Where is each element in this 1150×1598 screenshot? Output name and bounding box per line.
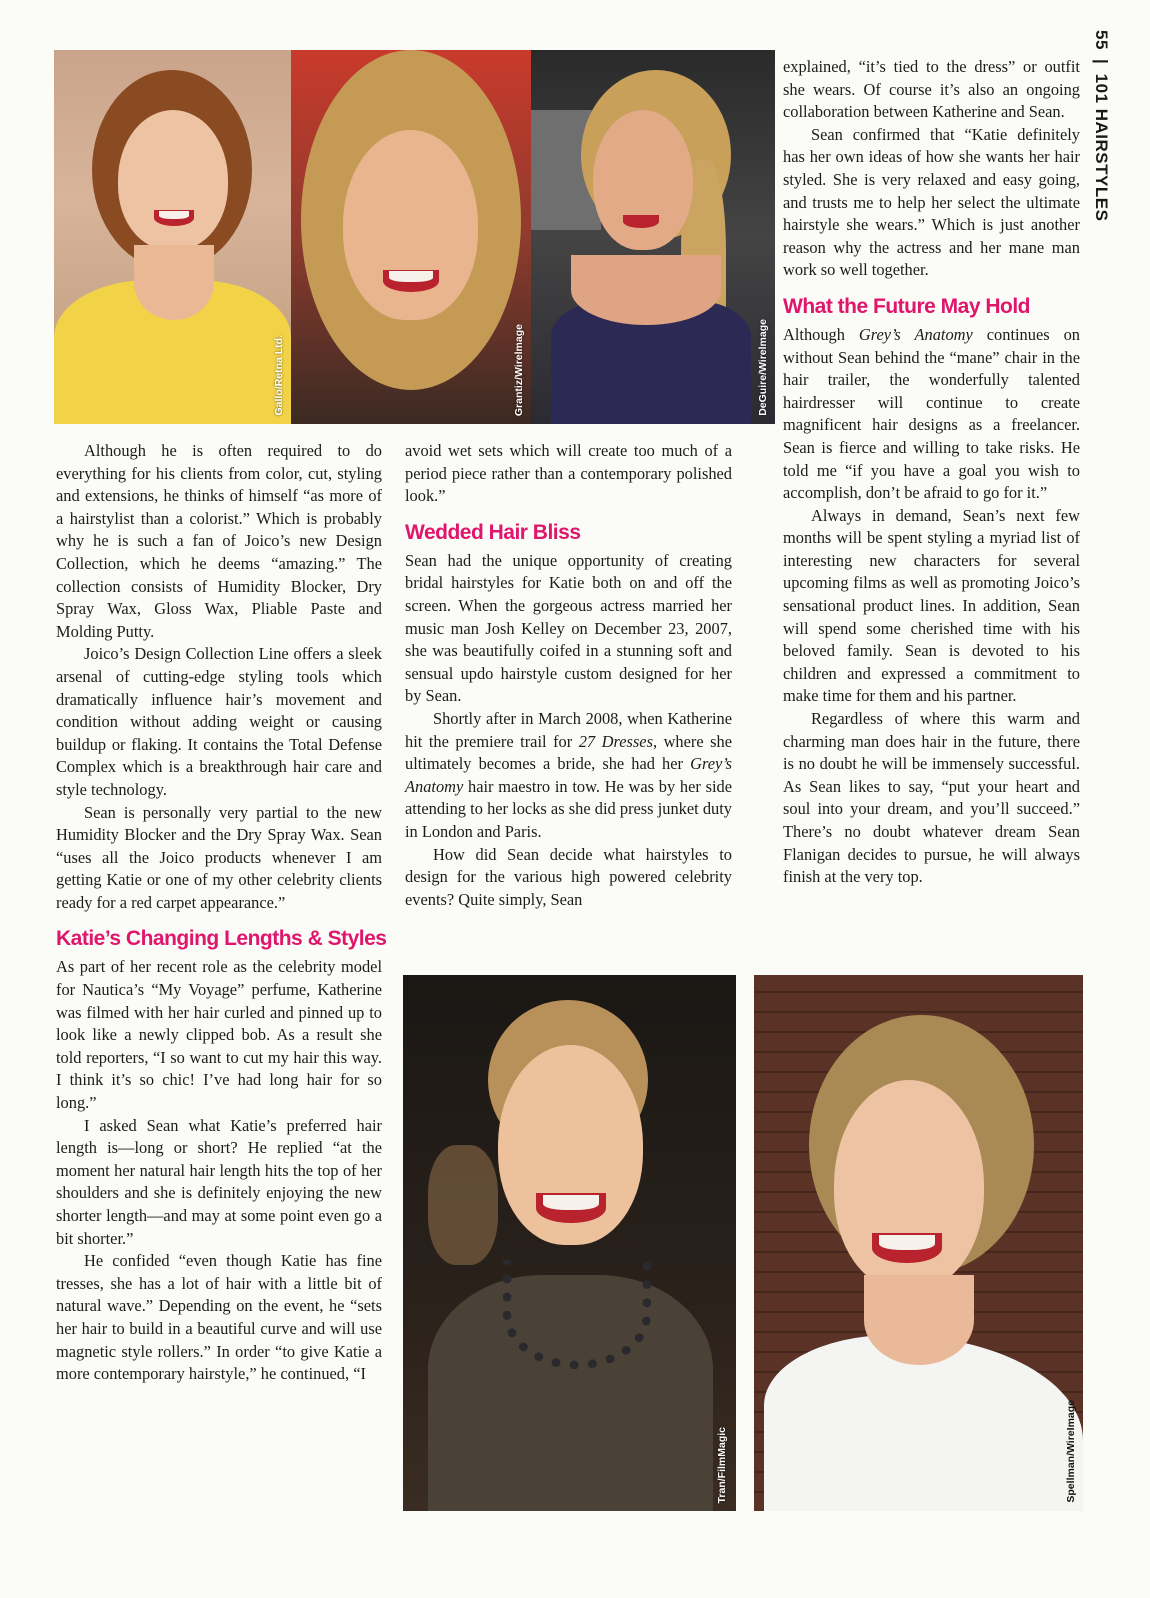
- body-paragraph: How did Sean decide what hairstyles to design for the various high powered celebrity events? Quite simply, Sean: [405, 844, 732, 909]
- body-paragraph: Sean is personally very partial to the new Humidity Blocker and the Dry Spray Wax. Sean “uses all the Joico products whenever I am getting Katie or one of my other celebrity clients ready for a red carpet appearance.”: [56, 802, 382, 912]
- body-paragraph: Sean confirmed that “Katie definitely has her own ideas of how she wants her hair styled. She is very relaxed and easy going, and trusts me to help her select the ultimate hairstyle she wears.” Which is just another reason why the actress and her mane man work so well together.: [783, 124, 1080, 280]
- section-heading: Wedded Hair Bliss: [405, 520, 581, 544]
- photo-neck: [864, 1275, 974, 1365]
- body-paragraph: avoid wet sets which will create too much of a period piece rather than a contemporary polished look.”: [405, 441, 732, 506]
- photo-face: [593, 110, 693, 250]
- body-paragraph: Always in demand, Sean’s next few months will be spent styling a myriad list of interesting new characters for several upcoming films as well as promoting Joico’s sensational product lines. In addition, Sean will spend some cherished time with his beloved family. Sean is devoted to his children and expressed a commitment to make time for them and his partner.: [783, 505, 1080, 706]
- body-paragraph: Regardless of where this warm and charming man does hair in the future, there is no doubt he will be immensely successful. As Sean likes to say, “put your heart and soul into your dream, and you’ll succeed.” There’s no doubt whatever dream Sean Flanigan decides to pursue, he will always finish at the very top.: [783, 709, 1080, 887]
- body-paragraph: Shortly after in March 2008, when Katherine hit the premiere trail for 27 Dresses, where she ultimately becomes a bride, she had her Grey’s Anatomy hair maestro in tow. He was by her side attending to her locks as she did press junket duty in London and Paris.: [405, 708, 733, 841]
- column-left: [56, 440, 387, 1386]
- film-title: 27 Dresses: [578, 731, 653, 751]
- photo-neck: [134, 245, 214, 320]
- photo-credit: Tran/FilmMagic: [716, 1426, 728, 1503]
- photo-brick-wall: [754, 975, 1083, 1511]
- body-paragraph: Although he is often required to do everything for his clients from color, cut, styling and extensions, he thinks of himself “as more of a hairstylist than a colorist.” Which is probably why he is such a fan of Joico’s new Design Collection, which he deems “amazing.” The collection consists of Humidity Blocker, Dry Spray Wax, Gloss Wax, Pliable Paste and Molding Putty.: [56, 441, 382, 641]
- photo-necklace: [503, 1260, 651, 1369]
- body-paragraph: As part of her recent role as the celebrity model for Nautica’s “My Voyage” perfume, Katherine was filmed with her hair curled and pinned up to look like a newly clipped bob. As a result she told reporters, “I so want to cut my hair this way. I think it’s so chic! I’ve had long hair for so long.”: [56, 957, 382, 1113]
- photo-shoulders: [571, 255, 721, 325]
- section-heading: Katie’s Changing Lengths & Styles: [56, 927, 387, 951]
- body-paragraph: Joico’s Design Collection Line offers a sleek arsenal of cutting-edge styling tools which dramatically influence hair’s movement and condition without adding weight or causing buildup or flaking. It contains the Total Defense Complex which is a breakthrough hair care and style technology.: [56, 644, 382, 799]
- show-title: Grey’s Anatomy: [405, 754, 732, 796]
- body-paragraph: explained, “it’s tied to the dress” or outfit she wears. Of course it’s also an ongoing collaboration between Katherine and Sean.: [783, 57, 1080, 122]
- body-paragraph: I asked Sean what Katie’s preferred hair length is—long or short? He replied “at the moment her natural hair length hits the top of her shoulders and she is definitely enjoying the new shorter length—and may at some point even go a bit shorter.”: [56, 1115, 382, 1248]
- photo-face: [118, 110, 228, 250]
- photo-ponytail: [531, 50, 775, 424]
- body-paragraph: Although Grey’s Anatomy continues on without Sean behind the “mane” chair in the hair trailer, the wonderfully talented hairdresser will continue to create magnificent hair designs as a freelancer. Sean is fierce and willing to take risks. He told me “if you have a goal you wish to accomplish, don’t be afraid to go for it.”: [783, 324, 1080, 503]
- photo-teeth: [543, 1195, 599, 1210]
- photo-smile: [623, 215, 659, 228]
- photo-pearl-necklace: [403, 975, 736, 1511]
- photo-teeth: [879, 1235, 935, 1250]
- folio-separator: |: [1092, 59, 1111, 65]
- photo-background-figure: [428, 1145, 498, 1265]
- page-number: 55: [1092, 30, 1111, 50]
- photo-blonde-closeup: [291, 50, 531, 424]
- photo-credit: Gallo/Retna Ltd.: [273, 335, 285, 416]
- show-title: Grey’s Anatomy: [858, 324, 973, 344]
- photo-credit: Spellman/WireImage: [1065, 1400, 1077, 1503]
- body-paragraph: Sean had the unique opportunity of creating bridal hairstyles for Katie both on and off the screen. When the gorgeous actress married her music man Josh Kelley on December 23, 2007, she was beautifully coifed in a stunning soft and sensual updo hairstyle custom designed for her by Sean.: [405, 550, 732, 706]
- column-right: [783, 56, 1080, 889]
- body-paragraph: He confided “even though Katie has fine tresses, she has a lot of hair with a little bit of natural wave.” Depending on the event, he “sets her hair to build in a beautiful curve and will use magnetic style rollers.” In order “to give Katie a more contemporary hairstyle,” he continued, “I: [56, 1251, 382, 1384]
- photo-credit: DeGuire/Wirelmage: [757, 319, 769, 416]
- photo-teeth: [389, 271, 433, 282]
- column-middle: [405, 440, 732, 911]
- section-title: 101 HAIRSTYLES: [1092, 73, 1111, 222]
- photo-yellow-dress: [54, 50, 291, 424]
- photo-teeth: [159, 211, 189, 219]
- page-folio: [1091, 30, 1111, 221]
- photo-credit: Grantiz/Wirelmage: [513, 323, 525, 416]
- section-heading: What the Future May Hold: [783, 294, 1030, 318]
